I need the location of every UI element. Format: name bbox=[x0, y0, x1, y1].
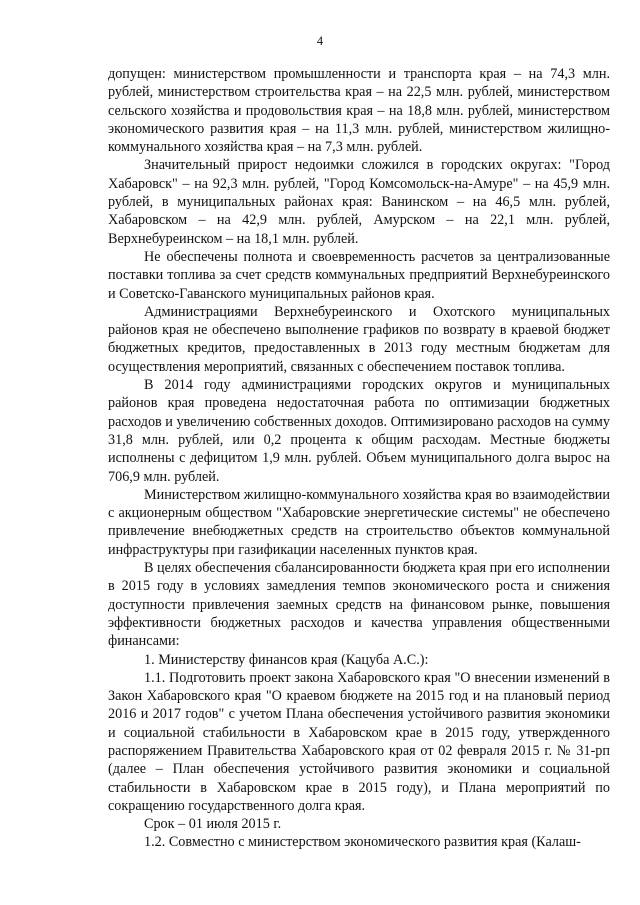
page-number: 4 bbox=[316, 34, 324, 48]
item-1-1-draft-law: 1.1. Подготовить проект закона Хабаровского края "О внесении изменений в Закон Хабаровского края "О краевом бюджете на 2015 год и на плановый период 2016 и 2017 годов" с учетом Плана обеспечения устойчивого развития экономики и социальной стабильности в Хабаровском крае в 2015 году, утвержденного распоряжением Правительства Хабаровского края от 02 февраля 2015 г. № 31-рп (далее – План обеспечения устойчивого развития экономики и социальной стабильности в Хабаровском крае в 2015 году), и Плана мероприятий по сокращению государственного долга края. bbox=[108, 669, 610, 814]
paragraph-continuation: допущен: министерством промышленности и транспорта края – на 74,3 млн. рублей, министерством строительства края – на 22,5 млн. рублей, министерством сельского хозяйства и продовольствия края – на 18,8 млн. рублей, министерством экономического развития края – на 11,3 млн. рублей, министерством жилищно-коммунального хозяйства края – на 7,3 млн. рублей. bbox=[108, 66, 610, 156]
paragraph-tax-arrears: Значительный прирост недоимки сложился в городских округах: "Город Хабаровск" – на 92,3 млн. рублей, "Город Комсомольск-на-Амуре" – на 45,9 млн. рублей, в муниципальных районах края: Ванинском – на 46,5 млн. рублей, Хабаровском – на 42,9 млн. рублей, Амурском – на 22,1 млн. рублей, Верхнебуреинском – на 18,1 млн. рублей. bbox=[108, 157, 610, 247]
paragraph-budget-loans: Администрациями Верхнебуреинского и Охотского муниципальных районов края не обеспечено выполнение графиков по возврату в краевой бюджет бюджетных кредитов, предоставленных в 2013 году местным бюджетам для осуществления мероприятий, связанных с обеспечением поставок топлива. bbox=[108, 303, 610, 375]
item-1-ministry-finance: 1. Министерству финансов края (Кацуба А.С.): bbox=[144, 651, 429, 668]
paragraph-energy-systems: Министерством жилищно-коммунального хозяйства края во взаимодействии с акционерным обществом "Хабаровские энергетические системы" не обеспечено привлечение внебюджетных средств на строительство объектов коммунальной инфраструктуры при газификации населенных пунктов края. bbox=[108, 486, 610, 558]
paragraph-budget-balance: В целях обеспечения сбалансированности бюджета края при его исполнении в 2015 году в условиях замедления темпов экономического роста и снижения доступности привлечения заемных средств на финансовом рынке, повышения эффективности бюджетных расходов и качества управления общественными финансами: bbox=[108, 560, 610, 650]
item-1-2-economic-development: 1.2. Совместно с министерством экономического развития края (Калаш- bbox=[144, 834, 581, 851]
deadline: Срок – 01 июля 2015 г. bbox=[144, 816, 282, 833]
paragraph-expense-optimization: В 2014 году администрациями городских округов и муниципальных районов края проведена недостаточная работа по оптимизации бюджетных расходов и увеличению собственных доходов. Оптимизировано расходов на сумму 31,8 млн. рублей, или 0,2 процента к общим расходам. Местные бюджеты исполнены с дефицитом 1,9 млн. рублей. Объем муниципального долга вырос на 706,9 млн. рублей. bbox=[108, 377, 610, 485]
paragraph-fuel-supply: Не обеспечены полнота и своевременность расчетов за централизованные поставки топлива за счет средств коммунальных предприятий Верхнебуреинского и Советско-Гаванского муниципальных районов края. bbox=[108, 248, 610, 302]
document-body bbox=[108, 65, 610, 852]
